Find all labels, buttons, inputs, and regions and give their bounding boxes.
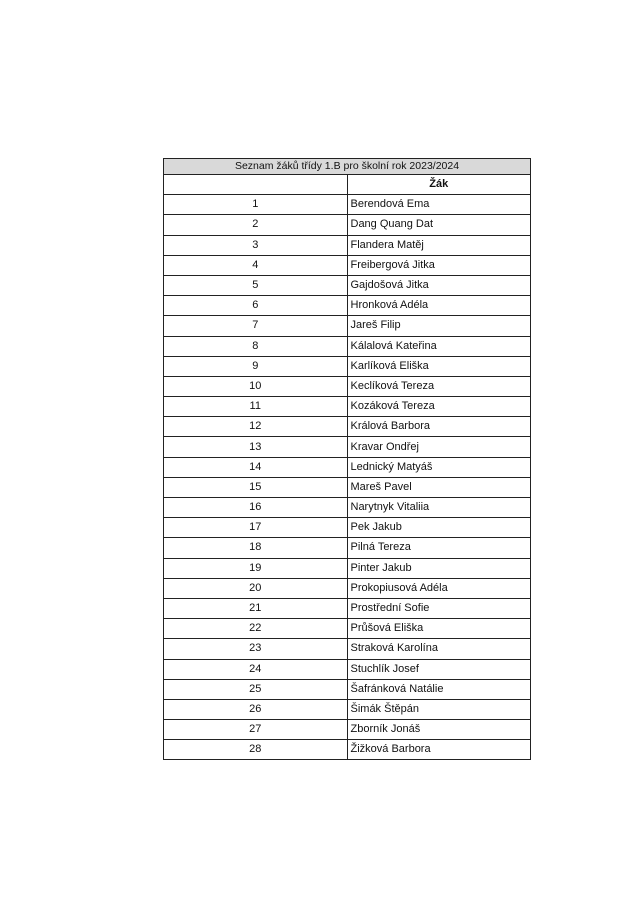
table-row — [164, 498, 531, 518]
row-number: 10 — [164, 376, 348, 396]
row-number: 3 — [164, 235, 348, 255]
row-number: 21 — [164, 598, 348, 618]
table-row — [164, 215, 531, 235]
student-name: Jareš Filip — [347, 316, 531, 336]
row-number: 4 — [164, 255, 348, 275]
row-number: 14 — [164, 457, 348, 477]
header-row — [164, 175, 531, 195]
student-name: Šimák Štěpán — [347, 699, 531, 719]
table-row — [164, 477, 531, 497]
row-number: 25 — [164, 679, 348, 699]
row-number: 1 — [164, 195, 348, 215]
student-name: Keclíková Tereza — [347, 376, 531, 396]
table-row — [164, 296, 531, 316]
student-name: Hronková Adéla — [347, 296, 531, 316]
table-row — [164, 316, 531, 336]
table-row — [164, 578, 531, 598]
table-row — [164, 538, 531, 558]
row-number: 19 — [164, 558, 348, 578]
row-number: 28 — [164, 740, 348, 760]
table-row — [164, 518, 531, 538]
table-row — [164, 255, 531, 275]
student-name: Kozáková Tereza — [347, 397, 531, 417]
student-name: Žižková Barbora — [347, 740, 531, 760]
table-row — [164, 437, 531, 457]
class-list-sheet — [163, 158, 531, 760]
student-name: Gajdošová Jitka — [347, 275, 531, 295]
row-number: 8 — [164, 336, 348, 356]
table-row — [164, 457, 531, 477]
row-number: 24 — [164, 659, 348, 679]
student-name: Narytnyk Vitaliia — [347, 498, 531, 518]
row-number: 12 — [164, 417, 348, 437]
student-name: Prokopiusová Adéla — [347, 578, 531, 598]
row-number: 26 — [164, 699, 348, 719]
student-name: Karlíková Eliška — [347, 356, 531, 376]
student-name: Stuchlík Josef — [347, 659, 531, 679]
table-row — [164, 740, 531, 760]
table-row — [164, 235, 531, 255]
row-number: 6 — [164, 296, 348, 316]
row-number: 5 — [164, 275, 348, 295]
row-number: 15 — [164, 477, 348, 497]
student-name: Berendová Ema — [347, 195, 531, 215]
student-name: Pek Jakub — [347, 518, 531, 538]
number-header — [164, 175, 348, 195]
student-table — [163, 158, 531, 760]
student-name: Lednický Matyáš — [347, 457, 531, 477]
student-name: Kravar Ondřej — [347, 437, 531, 457]
table-row — [164, 275, 531, 295]
row-number: 20 — [164, 578, 348, 598]
row-number: 13 — [164, 437, 348, 457]
student-name: Straková Karolína — [347, 639, 531, 659]
student-name: Kálalová Kateřina — [347, 336, 531, 356]
row-number: 27 — [164, 720, 348, 740]
table-row — [164, 720, 531, 740]
row-number: 22 — [164, 619, 348, 639]
row-number: 23 — [164, 639, 348, 659]
table-row — [164, 417, 531, 437]
table-title: Seznam žáků třídy 1.B pro školní rok 2023/2024 — [164, 159, 531, 175]
table-row — [164, 376, 531, 396]
row-number: 11 — [164, 397, 348, 417]
row-number: 9 — [164, 356, 348, 376]
table-row — [164, 558, 531, 578]
student-name: Mareš Pavel — [347, 477, 531, 497]
row-number: 17 — [164, 518, 348, 538]
table-row — [164, 356, 531, 376]
table-row — [164, 639, 531, 659]
table-row — [164, 397, 531, 417]
student-name: Šafránková Natálie — [347, 679, 531, 699]
row-number: 16 — [164, 498, 348, 518]
row-number: 7 — [164, 316, 348, 336]
table-row — [164, 659, 531, 679]
table-title-row — [164, 159, 531, 175]
table-row — [164, 195, 531, 215]
table-row — [164, 679, 531, 699]
row-number: 2 — [164, 215, 348, 235]
student-name: Průšová Eliška — [347, 619, 531, 639]
student-name: Pinter Jakub — [347, 558, 531, 578]
row-number: 18 — [164, 538, 348, 558]
student-name: Králová Barbora — [347, 417, 531, 437]
student-name: Flandera Matěj — [347, 235, 531, 255]
student-name: Zborník Jonáš — [347, 720, 531, 740]
table-row — [164, 336, 531, 356]
student-name: Prostřední Sofie — [347, 598, 531, 618]
student-name: Dang Quang Dat — [347, 215, 531, 235]
student-name: Freibergová Jitka — [347, 255, 531, 275]
table-row — [164, 598, 531, 618]
student-name-header: Žák — [347, 175, 531, 195]
student-name: Pilná Tereza — [347, 538, 531, 558]
table-row — [164, 619, 531, 639]
table-row — [164, 699, 531, 719]
